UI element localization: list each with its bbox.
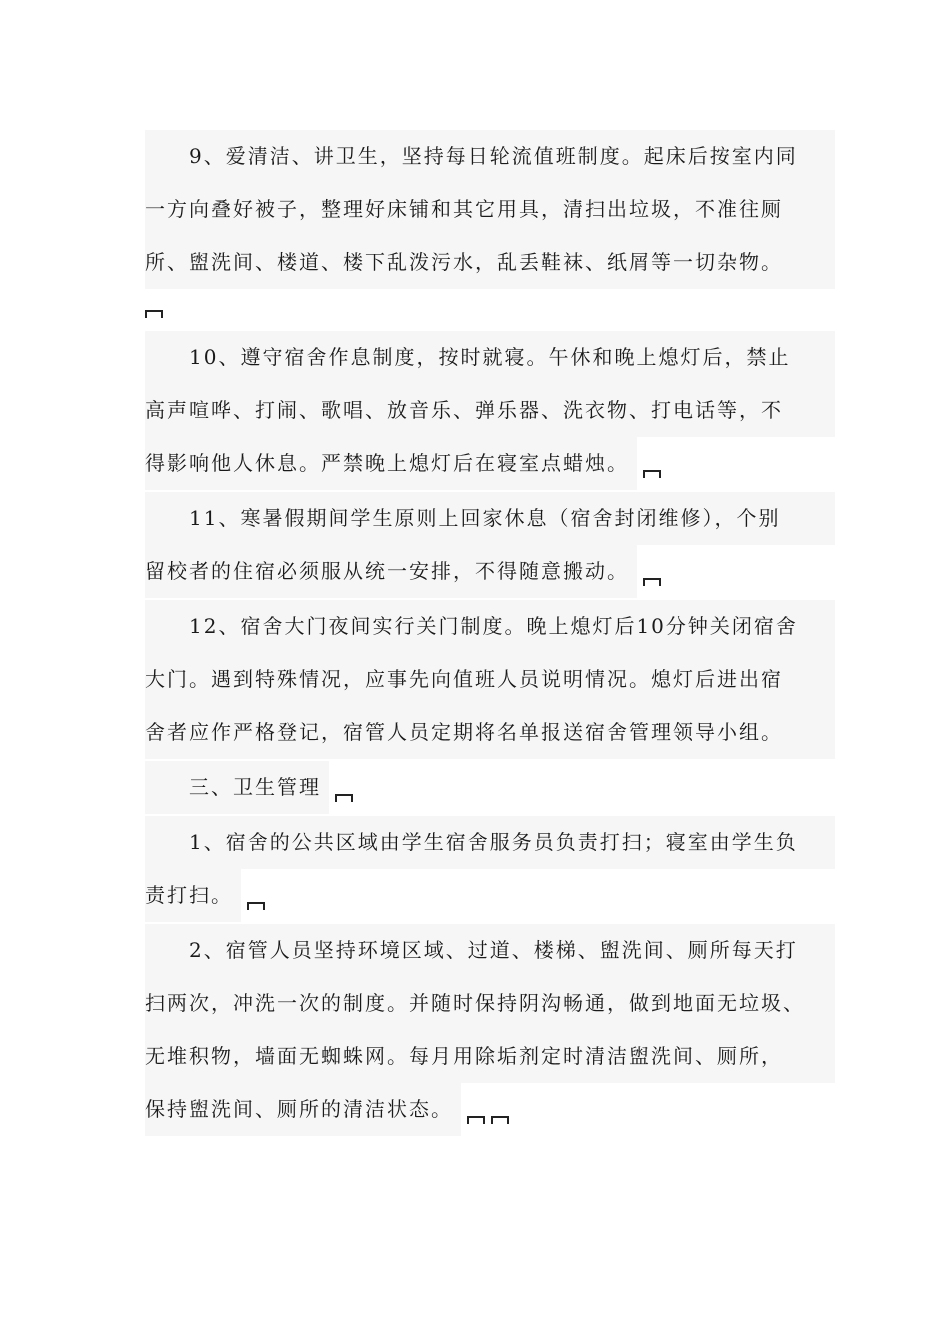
paragraph-mark-icon [145, 310, 163, 318]
section3-paragraph-1 [145, 816, 835, 922]
paragraph-mark-icon [491, 1116, 509, 1124]
paragraph-9 [145, 130, 835, 289]
paragraph-line: 9、爱清洁、讲卫生，坚持每日轮流值班制度。起床后按室内同 [145, 130, 835, 183]
paragraph-line: 所、盥洗间、楼道、楼下乱泼污水，乱丢鞋袜、纸屑等一切杂物。 [145, 236, 835, 289]
paragraph-mark-icon [643, 470, 661, 478]
paragraph-line: 大门。遇到特殊情况，应事先向值班人员说明情况。熄灯后进出宿 [145, 653, 835, 706]
paragraph-line: 12、宿舍大门夜间实行关门制度。晚上熄灯后10分钟关闭宿舍 [145, 600, 835, 653]
paragraph-12 [145, 600, 835, 759]
paragraph-line: 得影响他人休息。严禁晚上熄灯后在寝室点蜡烛。 [145, 437, 637, 490]
paragraph-line: 责打扫。 [145, 869, 241, 922]
paragraph-line: 无堆积物，墙面无蜘蛛网。每月用除垢剂定时清洁盥洗间、厕所， [145, 1030, 835, 1083]
paragraph-mark-icon [247, 902, 265, 910]
paragraph-mark-icon [643, 578, 661, 586]
paragraph-line: 扫两次，冲洗一次的制度。并随时保持阴沟畅通，做到地面无垃圾、 [145, 977, 835, 1030]
section-heading-text: 三、卫生管理 [145, 761, 329, 814]
paragraph-11 [145, 492, 835, 598]
paragraph-line: 高声喧哗、打闹、歌唱、放音乐、弹乐器、洗衣物、打电话等，不 [145, 384, 835, 437]
paragraph-line: 保持盥洗间、厕所的清洁状态。 [145, 1083, 461, 1136]
paragraph-line: 2、宿管人员坚持环境区域、过道、楼梯、盥洗间、厕所每天打 [145, 924, 835, 977]
paragraph-line: 留校者的住宿必须服从统一安排，不得随意搬动。 [145, 545, 637, 598]
paragraph-line: 11、寒暑假期间学生原则上回家休息（宿舍封闭维修），个别 [145, 492, 835, 545]
paragraph-mark-row [145, 291, 835, 331]
paragraph-10 [145, 331, 835, 490]
paragraph-mark-icon [467, 1116, 485, 1124]
document-body [145, 130, 835, 1138]
paragraph-line: 一方向叠好被子，整理好床铺和其它用具，清扫出垃圾，不准往厕 [145, 183, 835, 236]
section-heading-3 [145, 761, 835, 814]
paragraph-line: 1、宿舍的公共区域由学生宿舍服务员负责打扫；寝室由学生负 [145, 816, 835, 869]
paragraph-line: 10、遵守宿舍作息制度，按时就寝。午休和晚上熄灯后，禁止 [145, 331, 835, 384]
paragraph-line: 舍者应作严格登记，宿管人员定期将名单报送宿舍管理领导小组。 [145, 706, 835, 759]
paragraph-mark-icon [335, 794, 353, 802]
section3-paragraph-2 [145, 924, 835, 1136]
